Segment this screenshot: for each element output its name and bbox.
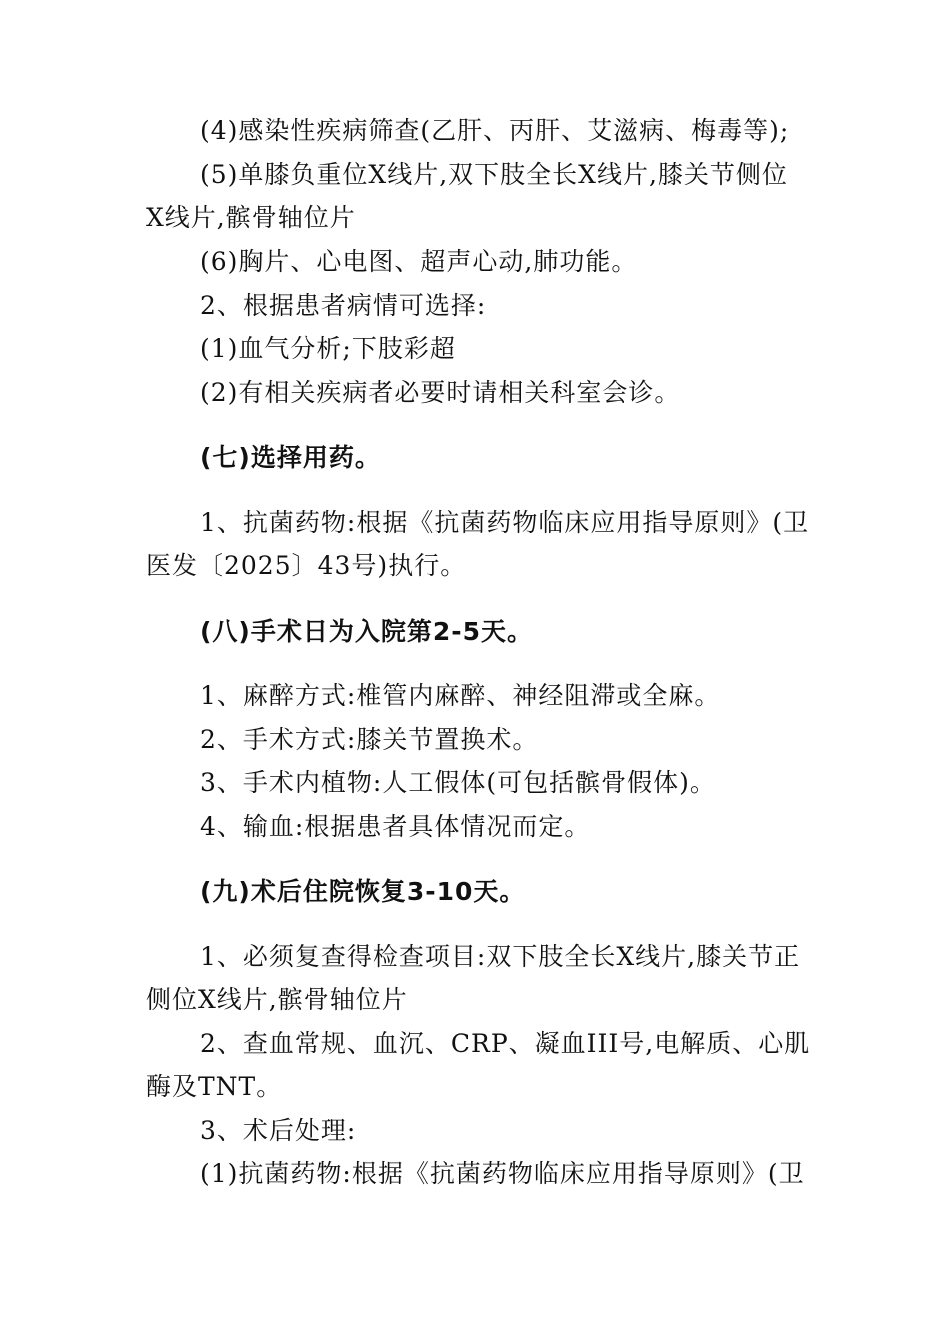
text-line: (6)胸片、心电图、超声心动,肺功能。 xyxy=(200,247,638,276)
text-line: 2、根据患者病情可选择: xyxy=(200,291,487,320)
text-line: X线片,髌骨轴位片 xyxy=(146,203,356,232)
text-line: (2)有相关疾病者必要时请相关科室会诊。 xyxy=(200,378,681,407)
section-heading: (八)手术日为入院第2-5天。 xyxy=(200,617,534,646)
text-line: 侧位X线片,髌骨轴位片 xyxy=(146,985,408,1014)
text-line: (1)抗菌药物:根据《抗菌药物临床应用指导原则》(卫 xyxy=(200,1159,805,1188)
text-line: 3、术后处理: xyxy=(200,1116,357,1145)
text-line: 2、手术方式:膝关节置换术。 xyxy=(200,725,539,754)
text-line: 4、输血:根据患者具体情况而定。 xyxy=(200,812,591,841)
section-heading: (九)术后住院恢复3-10天。 xyxy=(200,877,526,906)
text-line: 3、手术内植物:人工假体(可包括髌骨假体)。 xyxy=(200,768,716,797)
text-line: 1、抗菌药物:根据《抗菌药物临床应用指导原则》(卫 xyxy=(200,508,810,537)
text-line: 2、查血常规、血沉、CRP、凝血III号,电解质、心肌 xyxy=(200,1029,811,1058)
text-line: (1)血气分析;下肢彩超 xyxy=(200,334,456,363)
text-line: (5)单膝负重位X线片,双下肢全长X线片,膝关节侧位 xyxy=(200,160,788,189)
text-line: 医发〔2025〕43号)执行。 xyxy=(146,551,467,580)
section-heading: (七)选择用药。 xyxy=(200,443,381,472)
text-line: 酶及TNT。 xyxy=(146,1072,283,1101)
text-line: (4)感染性疾病筛查(乙肝、丙肝、艾滋病、梅毒等); xyxy=(200,116,790,145)
text-line: 1、麻醉方式:椎管内麻醉、神经阻滞或全麻。 xyxy=(200,681,721,710)
text-line: 1、必须复查得检查项目:双下肢全长X线片,膝关节正 xyxy=(200,942,801,971)
